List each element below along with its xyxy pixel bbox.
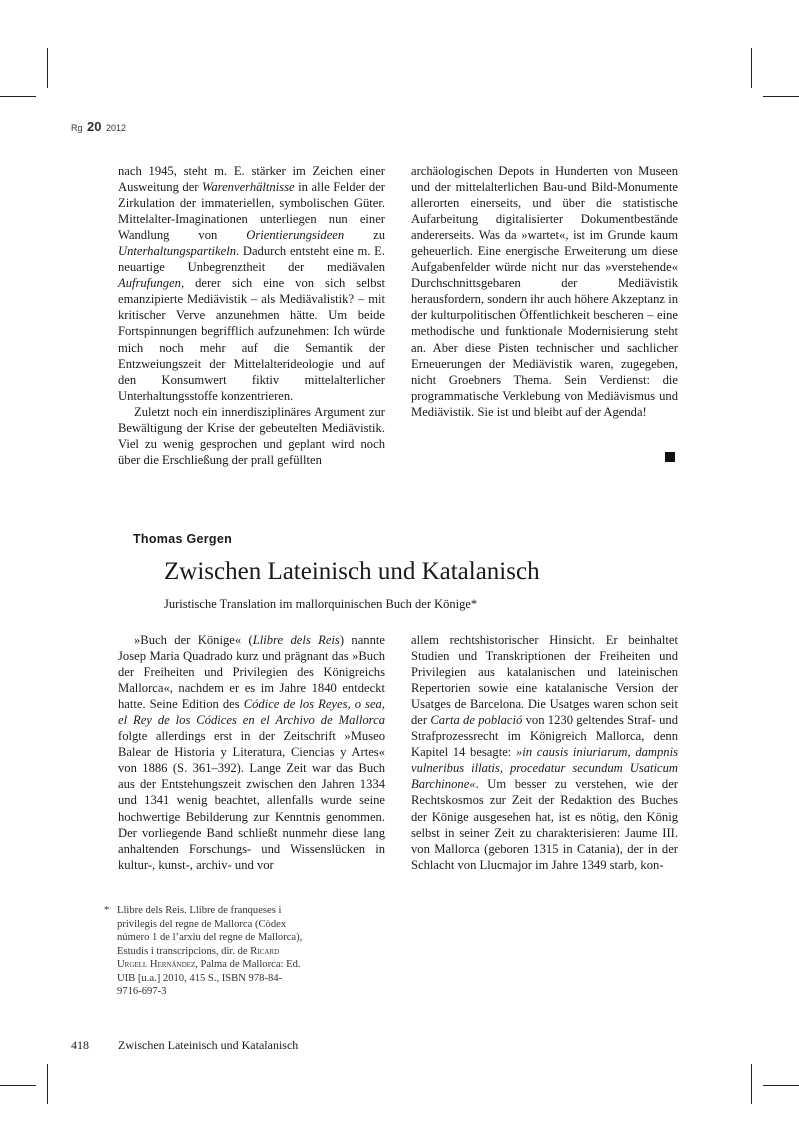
paragraph: »Buch der Könige« (Llibre dels Reis) nannte Josep Maria Quadrado kurz und prägnant das »Buch der Freiheiten und Privilegien des Königreichs Mallorca«, nachdem er es im Jahre 1840 entdeckt hatte. Seine Edition des Códice de los Reyes, o sea, el Rey de los Códices en el Archivo de Mallorca folgte allerdings erst in der Zeitschrift »Museo Balear de Historia y Literatura, Ciencias y Artes« von 1886 (S. 361–392). Lange Zeit war das Buch aus der Entstehungszeit zwischen den Jahren 1334 und 1341 wenig beachtet, allenfalls wurde seine hochwertige Bebilderung zur Kenntnis genommen. Der vorliegende Band schließt nunmehr diese lang anhaltenden Forschungs- und Wissenslücken in kultur-, kunst-, archiv- und vor (118, 633, 385, 872)
paragraph: Zuletzt noch ein innerdisziplinäres Argument zur Bewältigung der Krise der gebeutelten Mediävistik. Viel zu wenig gesprochen und geplant wird noch über die Erschließung der prall gefüllten (118, 404, 385, 467)
article-title: Zwischen Lateinisch und Katalanisch (164, 558, 540, 585)
journal-volume: 20 (87, 119, 102, 134)
editor-name: Ricard Urgell Hernández (117, 945, 280, 970)
crop-mark (47, 48, 48, 88)
journal-year: 2012 (106, 123, 127, 133)
crop-mark (763, 1085, 799, 1086)
end-of-article-square (665, 452, 675, 462)
crop-mark (0, 96, 36, 97)
paragraph: nach 1945, steht m. E. stärker im Zeichen einer Ausweitung der Warenverhältnisse in alle Felder der Zirkulation der immateriellen, symbolischen Güter. Mittelalter-Imaginationen unterliegen nun einer Wandlung von Orientierungsideen zu Unterhaltungspartikeln. Dadurch entsteht eine m. E. neuartige Unbegrenztheit der mediävalen Aufrufungen, derer sich eine von sich selbst emanzipierte Mediävistik – als Mediävalistik? – mit kritischer Verve anzunehmen hätte. Um beide Fortspinnungen begrifflich aufzunehmen: Ich würde mich noch mehr auf die Semantik der Entzweiungszeit der Mittelalterideologie und auf den Konsumwert fiktiv mittelalterlicher Unterhaltungsstoffe konzentrieren. (118, 164, 385, 403)
text-column-bottom-left (118, 632, 385, 873)
article-author: Thomas Gergen (133, 532, 233, 546)
footnote (104, 904, 304, 999)
article-subtitle: Juristische Translation im mallorquinischen Buch der Könige* (164, 597, 478, 611)
journal-abbrev: Rg (71, 123, 83, 133)
crop-mark (751, 48, 752, 88)
text-column-top-left (118, 163, 385, 468)
text-column-top-right (411, 163, 678, 420)
paragraph: allem rechtshistorischer Hinsicht. Er beinhaltet Studien und Transkriptionen der Freiheiten und Privilegien aus katalanischen und lateinischen Repertorien sowie eine katalanische Version der Usatges de Barcelona. Die Usatges waren schon seit der Carta de població von 1230 geltendes Straf- und Strafprozessrecht im Königreich Mallorca, denn Kapitel 14 besagte: »in causis iniuriarum, dampnis vulneribus illatis, procedatur secundum Usaticum Barchinone«. Um besser zu verstehen, wie der Rechtskosmos zur Zeit der Redaktion des Buches der Könige ausgesehen hat, ist es nötig, den König selbst in seiner Zeit zu charakterisieren: Jaume III. von Mallorca (geboren 1315 in Catania), der in der Schlacht von Llucmajor im Jahre 1349 starb, kon- (411, 633, 678, 872)
footnote-marker: * (104, 905, 110, 916)
footnote-text: Llibre dels Reis. Llibre de franqueses i privilegis del regne de Mallorca (Còdex número 1 de l’arxiu del regne de Mallorca), Estudis i transcripcions, dir. de Ricard Urgell Hernández, Palma de Mallorca: Ed. UIB [u.a.] 2010, 415 S., ISBN 978-84-9716-697-3 (117, 905, 303, 997)
page-number: 418 (71, 1038, 89, 1052)
running-footer (71, 1038, 298, 1053)
crop-mark (47, 1064, 48, 1104)
text-column-bottom-right (411, 632, 678, 873)
crop-mark (763, 96, 799, 97)
crop-mark (751, 1064, 752, 1104)
running-header (71, 119, 126, 134)
crop-mark (0, 1085, 36, 1086)
paragraph: archäologischen Depots in Hunderten von Museen und der mittelalterlichen Bau-und Bild-Monumente allerorten einerseits, und über die statistische Aufarbeitung digitalisierter Dokumentbestände andererseits. Was da »wartet«, ist im Grunde kaum geheuerlich. Eine energische Erweiterung um diese Aufgabenfelder würde nicht nur das »verstehende« Durchschnittsgebaren der Mediävistik herausfordern, sondern ihr auch höhere Akzeptanz in der kulturpolitischen Öffentlichkeit bescheren – eine methodische und funktionale Modernisierung steht an. Aber diese Pisten technischer und sachlicher Erneuerungen der Mediävistik waren, zugegeben, nicht Groebners Thema. Sein Verdienst: die programmatische Verklebung von Mediävismus und Mediävistik. Sie ist und bleibt auf der Agenda! (411, 164, 678, 419)
running-title: Zwischen Lateinisch und Katalanisch (118, 1038, 299, 1052)
